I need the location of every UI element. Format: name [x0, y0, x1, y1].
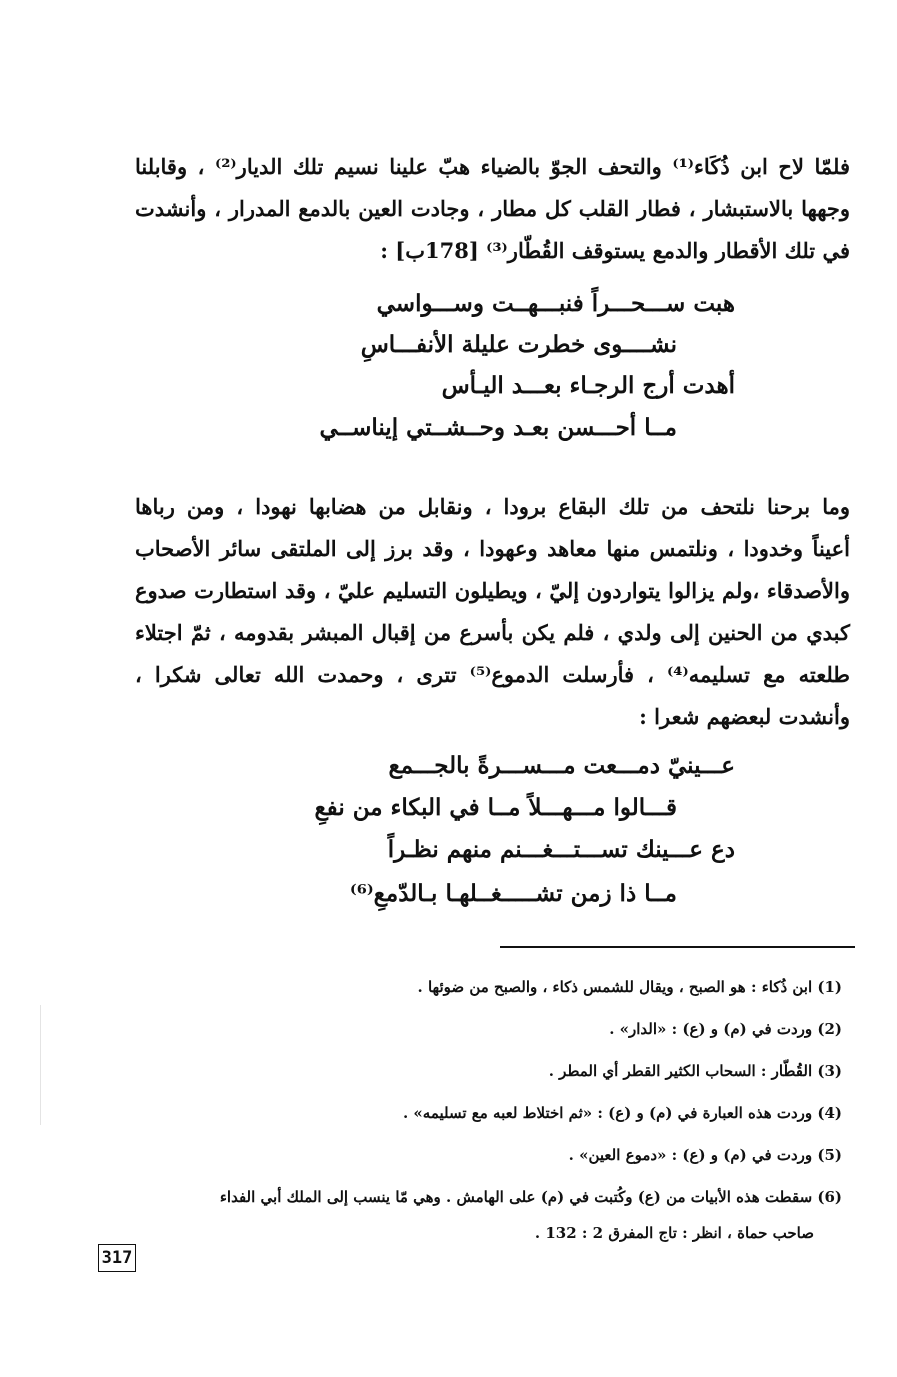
- footnote-1: (1) ابن ذُكاء : هو الصبح ، ويقال للشمس ذكاء ، والصبح من ضوئها .: [417, 978, 842, 996]
- footnote-separator: [500, 946, 855, 948]
- poem-2-verse: دع عـــينك تســـتـــغـــنم منهم نظـراً: [387, 836, 735, 863]
- footnote-4: (4) وردت هذه العبارة في (م) و (ع) : «ثم اختلاط لعبه مع تسليمه» .: [402, 1104, 842, 1122]
- footnote-2: (2) وردت في (م) و (ع) : «الدار» .: [609, 1020, 842, 1038]
- paragraph-2-line: كبدي من الحنين إلى ولدي ، فلم يكن بأسرع من إقبال المبشر بقدومه ، ثمّ اجتلاء: [135, 620, 850, 645]
- paragraph-2-line: والأصدقاء ،ولم يزالوا يتواردون إليّ ، ويطيلون التسليم عليّ ، وقد استطارت صدوع: [135, 578, 850, 603]
- footnote-6-continuation: صاحب حماة ، انظر : تاج المفرق 2 : 132 .: [534, 1224, 814, 1242]
- poem-1-verse: هبت ســـحـــراً فنبـــهــت وســـواسي: [376, 290, 735, 317]
- footnote-6: (6) سقطت هذه الأبيات من (ع) وكُتبت في (م) على الهامش . وهي مّا ينسب إلى الملك أبي الفداء: [219, 1188, 842, 1206]
- footnote-3: (3) القُطّار : السحاب الكثير القطر أي المطر .: [548, 1062, 842, 1080]
- paragraph-1-line: في تلك الأقطار والدمع يستوقف القُطّار⁽³⁾ [178ب] :: [380, 238, 850, 263]
- footnotes: [102, 966, 842, 1254]
- poem-2-verse: مــا ذا زمن تشـــــغــلهـا بـالدّمعِ⁽⁶⁾: [349, 880, 677, 907]
- paragraph-2-line: طلعته مع تسليمه⁽⁴⁾ ، فأرسلت الدموع⁽⁵⁾ تترى ، وحمدت الله تعالى شكرا ،: [135, 662, 850, 687]
- poem-2-verse: قـــالوا مـــهـــلاً مــا في البكاء من نفعِ: [314, 794, 677, 821]
- poem-2-verse: عـــينيّ دمـــعت مـــســـرةً بالجـــمع: [388, 752, 735, 779]
- paragraph-1-line: وجهها بالاستبشار ، فطار القلب كل مطار ، وجادت العين بالدمع المدرار ، وأنشدت: [135, 196, 850, 221]
- footnote-5: (5) وردت في (م) و (ع) : «دموع العين» .: [568, 1146, 842, 1164]
- page-number: 317: [98, 1244, 136, 1272]
- scan-margin-line: [40, 1005, 41, 1125]
- poem-1-verse: نشــــوى خطرت عليلة الأنفـــاسِ: [360, 331, 677, 358]
- poem-1-verse: أهدت أرج الرجـاء بعـــد اليـأس: [441, 372, 735, 399]
- paragraph-1-line: فلمّا لاح ابن ذُكَاء⁽¹⁾ والتحف الجوّ بالضياء هبّ علينا نسيم تلك الديار⁽²⁾ ، وقابلنا: [135, 154, 851, 179]
- paragraph-2-line: وما برحنا نلتحف من تلك البقاع برودا ، ونقابل من هضابها نهودا ، ومن رباها: [135, 494, 850, 519]
- paragraph-2-line: أعيناً وخدودا ، ونلتمس منها معاهد وعهودا ، وقد برز إلى الملتقى سائر الأصحاب: [135, 536, 850, 561]
- paragraph-2-line: وأنشدت لبعضهم شعرا :: [639, 704, 850, 729]
- poem-1-verse: مــا أحـــسن بعـد وحــشــتي إيناســي: [319, 414, 677, 441]
